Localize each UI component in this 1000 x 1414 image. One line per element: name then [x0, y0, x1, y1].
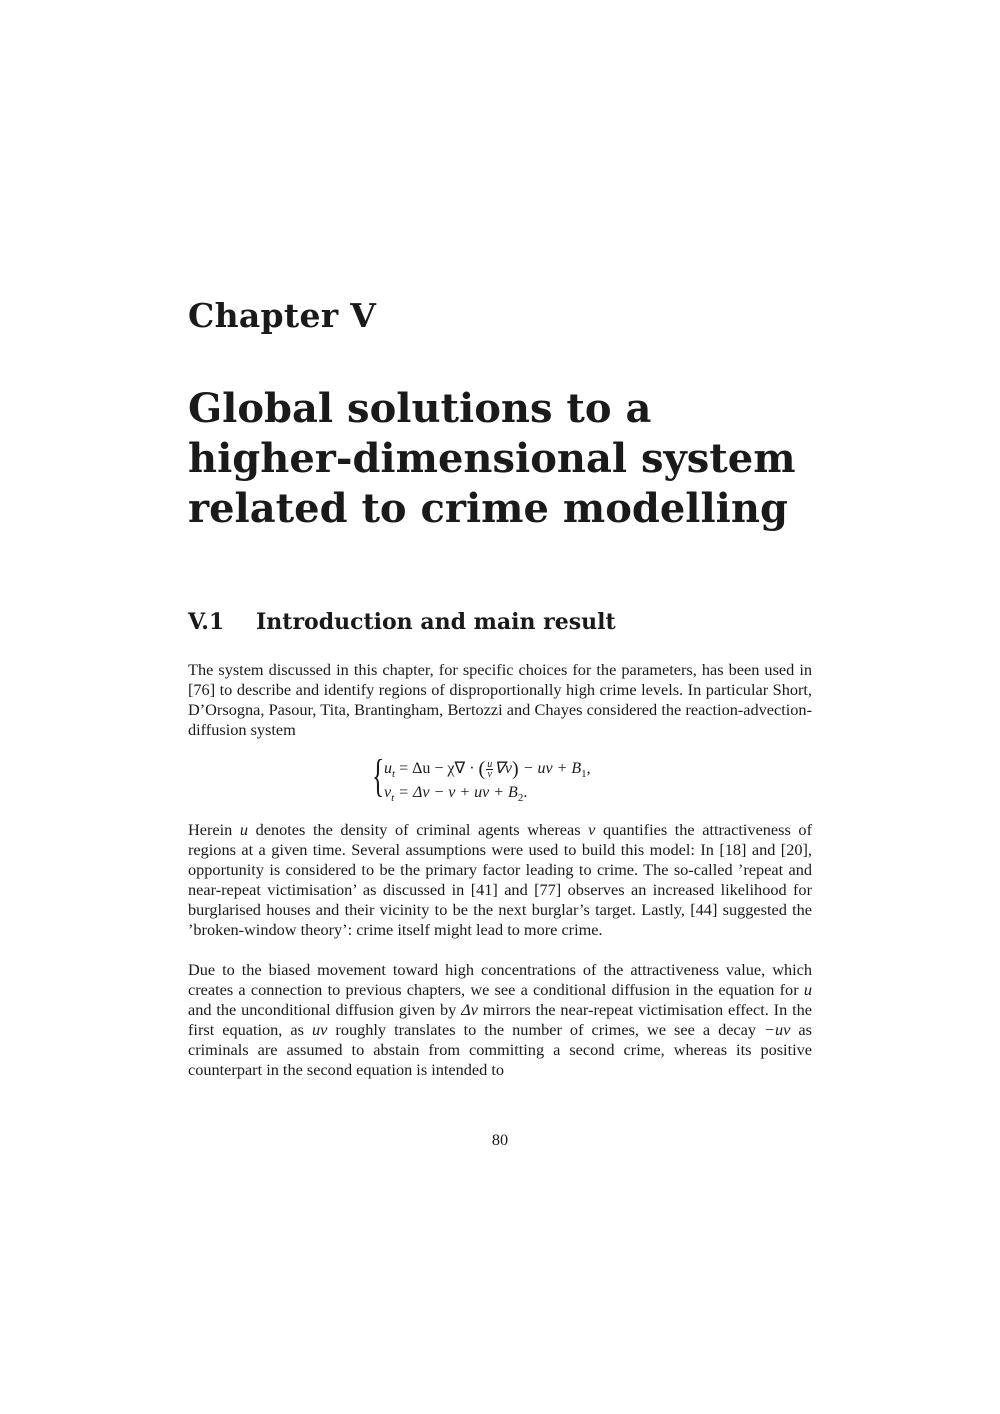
chapter-label: Chapter V [188, 296, 377, 335]
equation-line-1: $u_t = \Delta u - \chi\nabla$ · ( $\frac{u}{v}$ ∇v) − uv + $B_1$, [384, 758, 591, 781]
section-number: V.1 [188, 609, 225, 635]
chapter-title [188, 384, 828, 534]
page-number: 80 [491, 1130, 509, 1149]
chapter-title-line-2: higher-dimensional system [188, 435, 796, 482]
paragraph-3: Due to the biased movement toward high concentrations of the attractiveness value, which creates a connection to previous chapters, we see a conditional diffusion in the equation for u and the unconditional diffusion given by Δv mirrors the near-repeat victimisation effect. In the first equation, as uv roughly translates to the number of crimes, we see a decay −uv as criminals are assumed to abstain from committing a second crime, whereas its positive counterpart in the second equation is intended to [188, 960, 812, 1079]
equation-fraction: $\frac{u}{v}$ [487, 758, 493, 780]
chapter-title-line-3: related to crime modelling [188, 485, 788, 532]
chapter-title-line-1: Global solutions to a [188, 385, 652, 432]
equation-brace: { [372, 750, 385, 801]
equation-system [372, 750, 632, 806]
equation-line-2: $v_t = \Delta v - v$ + uv + $B_2$. [384, 784, 528, 805]
section-heading [188, 607, 616, 637]
paragraph-2: Herein u denotes the density of criminal agents whereas v quantifies the attractiveness of regions at a given time. Several assumptions were used to build this model: In [18] and [20], opportunity is considered to be the primary factor leading to crime. The so-called ’repeat and near-repeat victimisation’ as discussed in [41] and [77] observes an increased likelihood for burglarised houses and their vicinity to be the next burglar’s target. Lastly, [44] suggested the ’broken-window theory’: crime itself might lead to more crime. [188, 820, 812, 939]
paragraph-1: The system discussed in this chapter, for specific choices for the parameters, has been used in [76] to describe and identify regions of disproportionally high crime levels. In particular Short, D’Orsogna, Pasour, Tita, Brantingham, Bertozzi and Chayes considered the reaction-advection-diffusion system [188, 660, 812, 739]
section-title: Introduction and main result [256, 609, 616, 635]
